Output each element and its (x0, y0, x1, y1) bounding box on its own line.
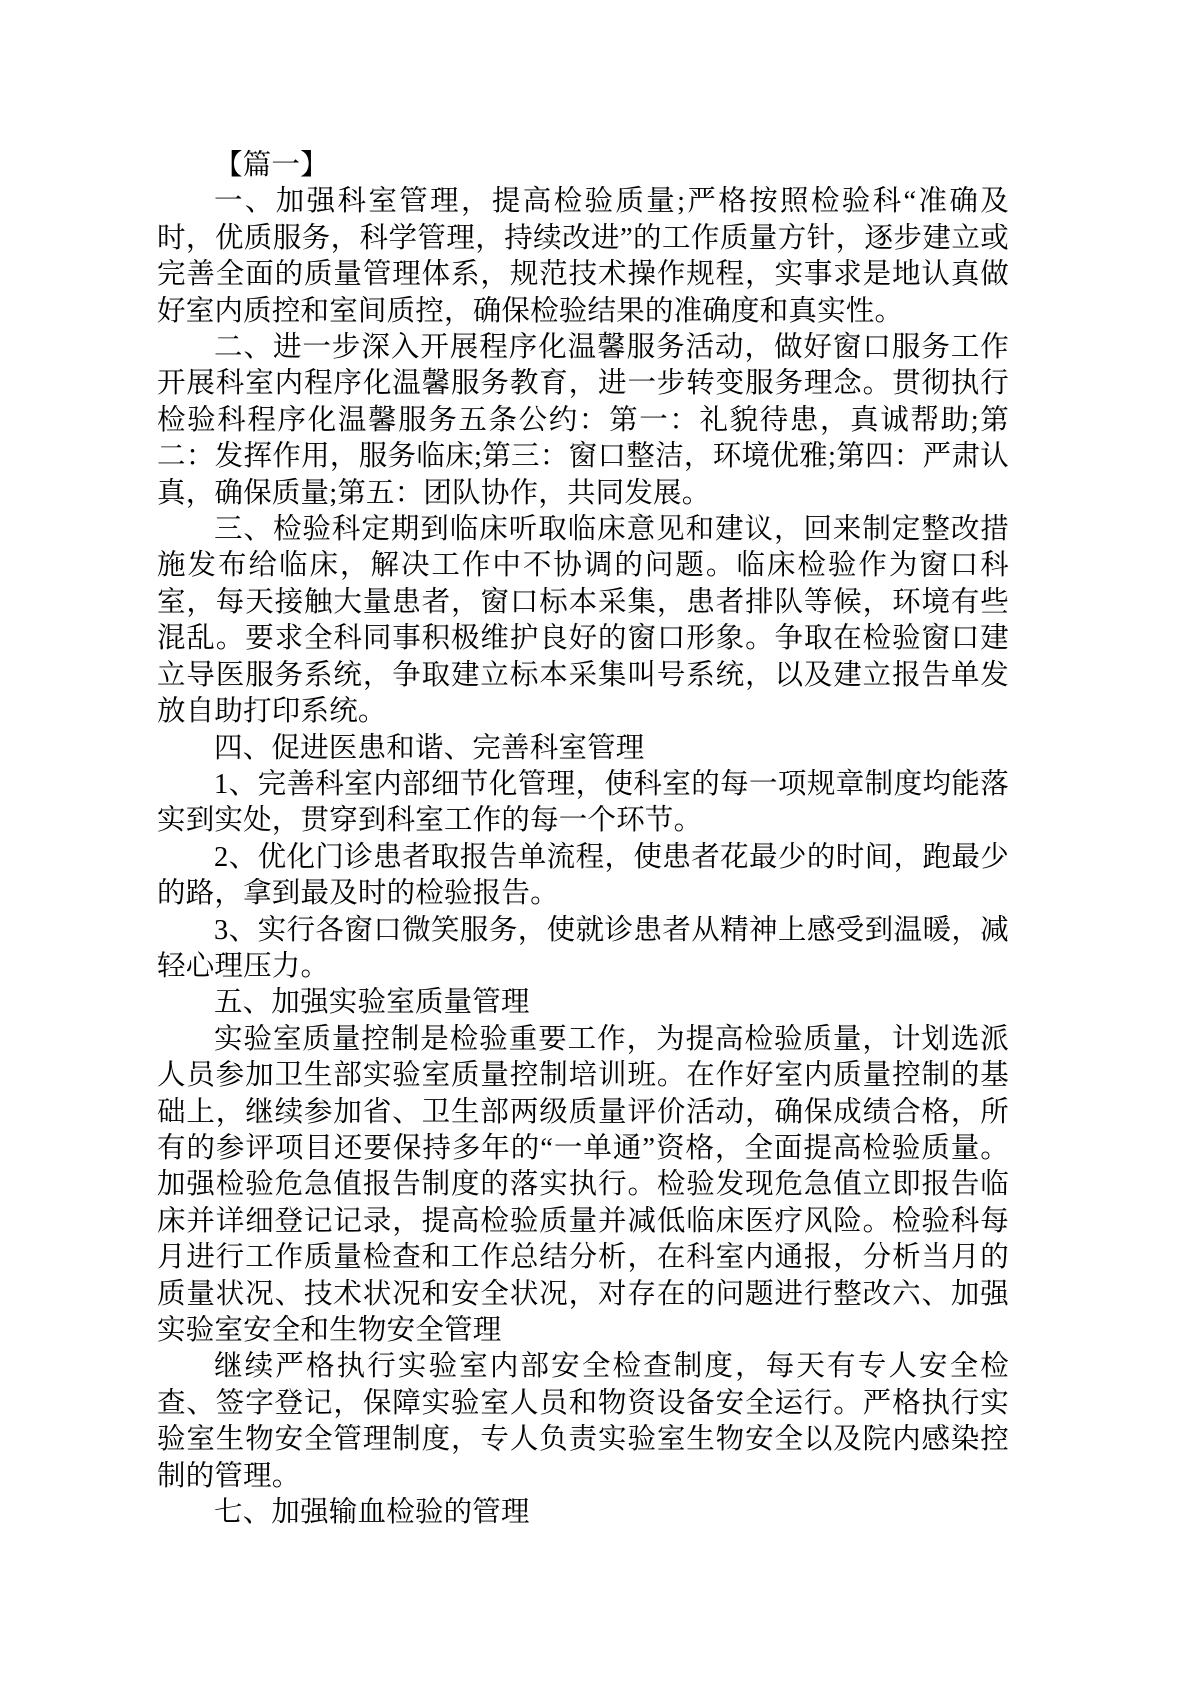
paragraph: 2、优化门诊患者取报告单流程，使患者花最少的时间，跑最少的路，拿到最及时的检验报告。 (157, 841, 1009, 910)
paragraph: 一、加强科室管理，提高检验质量;严格按照检验科“准确及时，优质服务，科学管理，持续改进”的工作质量方针，逐步建立或完善全面的质量管理体系，规范技术操作规程，实事求是地认真做好室内质控和室间质控，确保检验结果的准确度和真实性。 (157, 186, 1009, 327)
paragraph: 七、加强输血检验的管理 (214, 1497, 530, 1529)
paragraph: 二、进一步深入开展程序化温馨服务活动，做好窗口服务工作开展科室内程序化温馨服务教育，进一步转变服务理念。贯彻执行检验科程序化温馨服务五条公约：第一：礼貌待患，真诚帮助;第二：发挥作用，服务临床;第三：窗口整洁，环境优雅;第四：严肃认真，确保质量;第五：团队协作，共同发展。 (157, 332, 1009, 509)
paragraph: 3、实行各窗口微笑服务，使就诊患者从精神上感受到温暖，减轻心理压力。 (157, 914, 1009, 982)
paragraph: 三、检验科定期到临床听取临床意见和建议，回来制定整改措施发布给临床，解决工作中不协调的问题。临床检验作为窗口科室，每天接触大量患者，窗口标本采集，患者排队等候，环境有些混乱。要求全科同事积极维护良好的窗口形象。争取在检验窗口建立导医服务系统，争取建立标本采集叫号系统，以及建立报告单发放自助打印系统。 (157, 514, 1009, 728)
paragraph: 继续严格执行实验室内部安全检查制度，每天有专人安全检查、签字登记，保障实验室人员和物资设备安全运行。严格执行实验室生物安全管理制度，专人负责实验室生物安全以及院内感染控制的管理。 (157, 1351, 1009, 1492)
paragraph: 四、促进医患和谐、完善科室管理 (214, 732, 645, 764)
paragraph: 实验室质量控制是检验重要工作，为提高检验质量，计划选派人员参加卫生部实验室质量控制培训班。在作好室内质量控制的基础上，继续参加省、卫生部两级质量评价活动，确保成绩合格，所有的参评项目还要保持多年的“一单通”资格，全面提高检验质量。加强检验危急值报告制度的落实执行。检验发现危急值立即报告临床并详细登记记录，提高检验质量并减低临床医疗风险。检验科每月进行工作质量检查和工作总结分析，在科室内通报，分析当月的质量状况、技术状况和安全状况，对存在的问题进行整改六、加强实验室安全和生物安全管理 (157, 1023, 1009, 1346)
paragraph: 1、完善科室内部细节化管理，使科室的每一项规章制度均能落实到实处，贯穿到科室工作的每一个环节。 (157, 768, 1009, 837)
paragraph: 五、加强实验室质量管理 (214, 987, 530, 1019)
section-label: 【篇一】 (214, 150, 329, 181)
